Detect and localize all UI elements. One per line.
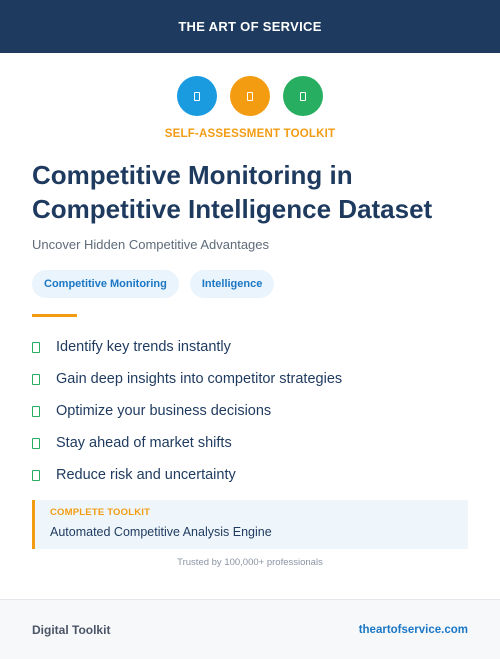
toolkit-kicker: SELF-ASSESSMENT TOOLKIT [164,128,336,140]
check-icon [32,406,40,417]
website-link[interactable]: theartofservice.com [358,623,468,636]
footer-bar [0,599,500,659]
document-icon [247,92,253,101]
check-icon [32,470,40,481]
feature-list [32,331,342,491]
list-item [32,331,342,363]
list-item [32,427,342,459]
icon-circle-orange [230,76,270,116]
feature-label: Optimize your business decisions [56,403,272,419]
check-icon [32,438,40,449]
document-icon [194,92,200,101]
feature-label: Stay ahead of market shifts [56,435,232,451]
accent-divider [32,314,77,317]
icon-circle-blue [177,76,217,116]
tag-intelligence: Intelligence [190,270,275,298]
header-bar [0,0,500,53]
feature-label: Reduce risk and uncertainty [56,467,236,483]
page-title: Competitive Monitoring in Competitive Intelligence Dataset [32,160,433,224]
list-item [32,395,342,427]
brand-name: THE ART OF SERVICE [178,19,322,34]
icon-circle-green [283,76,323,116]
tag-competitive-monitoring: Competitive Monitoring [32,270,179,298]
callout-text: Automated Competitive Analysis Engine [50,525,272,539]
trust-note: Trusted by 100,000+ professionals [177,557,323,568]
feature-label: Identify key trends instantly [56,339,231,355]
check-icon [32,342,40,353]
footer-label: Digital Toolkit [32,622,111,637]
check-icon [32,374,40,385]
document-icon [300,92,306,101]
tag-list [32,270,274,298]
list-item [32,459,342,491]
toolkit-callout [32,500,468,549]
list-item [32,363,342,395]
callout-kicker: COMPLETE TOOLKIT [50,507,151,518]
feature-label: Gain deep insights into competitor strategies [56,371,343,387]
page-subtitle: Uncover Hidden Competitive Advantages [32,237,270,252]
icon-row [0,76,500,116]
